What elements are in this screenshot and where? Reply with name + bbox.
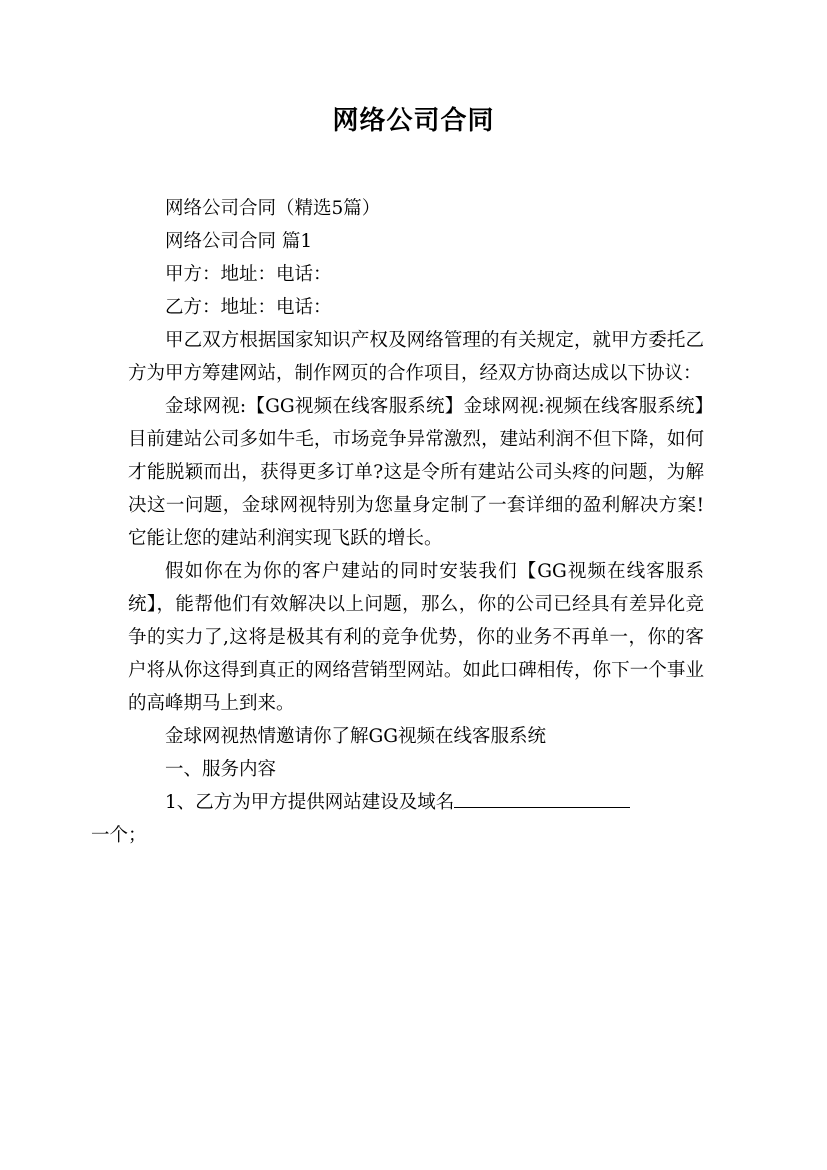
promo-paragraph-2: 假如你在为你的客户建站的同时安装我们【GG视频在线客服系统】，能帮他们有效解决以上问题，那么，你的公司已经具有差异化竞争的实力了,这将是极其有利的竞争优势，你的业务不再单一，你的客户将从你这得到真正的网络营销型网站。如此口碑相传，你下一个事业的高峰期马上到来。 [128, 561, 704, 714]
document-title: 网络公司合同 [332, 106, 495, 136]
subtitle-line: 网络公司合同（精选5篇） [165, 198, 381, 219]
party-a-line: 甲方：地址：电话： [165, 264, 332, 285]
invitation-line: 金球网视热情邀请你了解GG视频在线客服系统 [165, 726, 547, 747]
party-b-line: 乙方：地址：电话： [165, 297, 332, 318]
section-heading: 网络公司合同 篇1 [165, 231, 313, 252]
service-item-1-suffix: 一个； [91, 825, 147, 846]
fill-in-blank[interactable] [454, 789, 630, 808]
service-content-heading: 一、服务内容 [165, 759, 277, 780]
service-item-1-text: 1、乙方为甲方提供网站建设及域名 [165, 792, 455, 813]
document-body [91, 192, 704, 852]
service-item-1 [91, 786, 704, 852]
promo-paragraph-1: 金球网视:【GG视频在线客服系统】金球网视:视频在线客服系统】目前建站公司多如牛毛，市场竞争异常激烈，建站利润不但下降，如何才能脱颖而出，获得更多订单?这是令所有建站公司头疼的问题，为解决这一问题，金球网视特别为您量身定制了一套详细的盈利解决方案!它能让您的建站利润实现飞跃的增长。 [128, 396, 704, 549]
intro-paragraph: 甲乙双方根据国家知识产权及网络管理的有关规定，就甲方委托乙方为甲方筹建网站，制作网页的合作项目，经双方协商达成以下协议： [128, 330, 704, 384]
